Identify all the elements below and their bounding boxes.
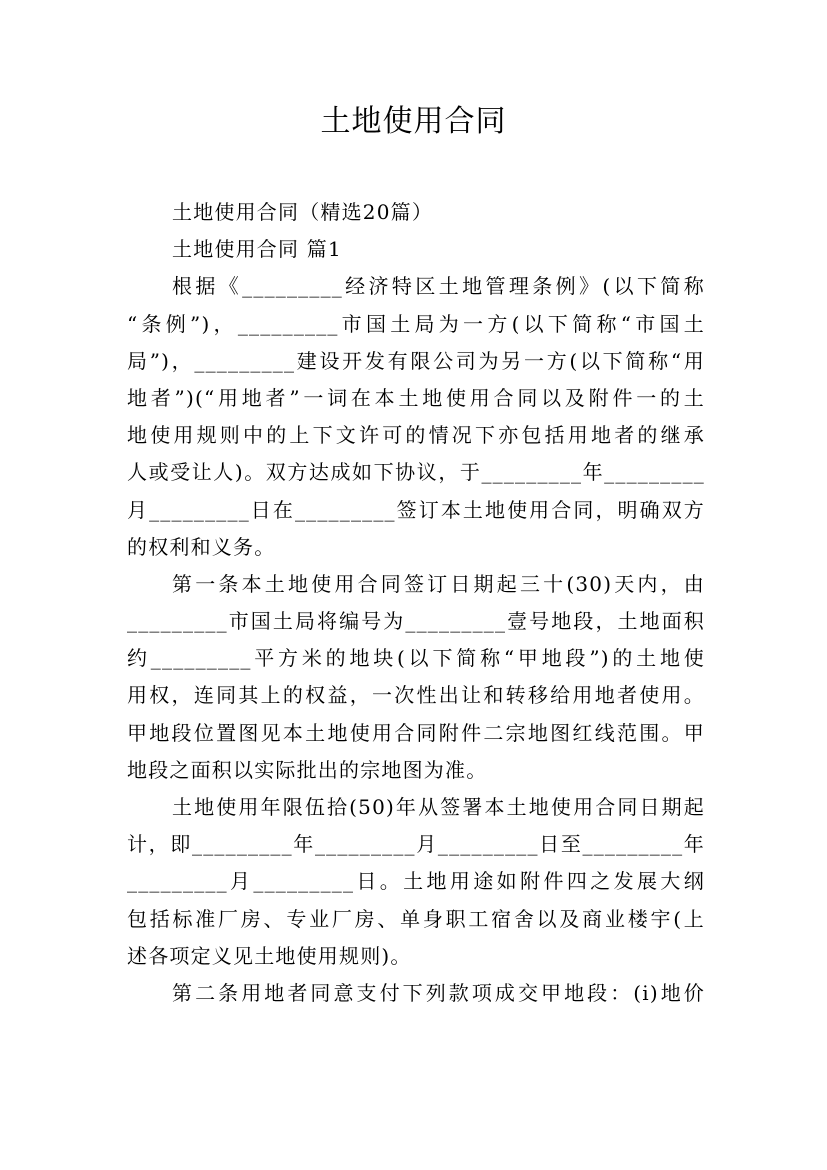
paragraph-line: 述各项定义见土地使用规则)。 (127, 943, 412, 968)
paragraph-line: 地使用规则中的上下文许可的情况下亦包括用地者的继承 (127, 423, 705, 448)
section-heading: 土地使用合同 篇1 (172, 237, 342, 262)
paragraph-line: 土地使用年限伍拾(50)年从签署本土地使用合同日期起 (172, 795, 705, 819)
paragraph-line: 的权利和义务。 (127, 534, 276, 559)
paragraph-line: 根据《_________经济特区土地管理条例》(以下简称 (172, 274, 705, 299)
paragraph-line: 人或受让人)。双方达成如下协议，于_________年_________ (127, 460, 705, 485)
paragraph-line: 甲地段位置图见本土地使用合同附件二宗地图红线范围。甲 (127, 720, 705, 745)
document-title: 土地使用合同 (320, 104, 507, 139)
paragraph-line: 局”)，_________建设开发有限公司为另一方(以下简称“用 (127, 348, 705, 373)
paragraph-line: 包括标准厂房、专业厂房、单身职工宿舍以及商业楼宇(上 (127, 906, 705, 931)
document-body (127, 194, 705, 1012)
paragraph-line: 地段之面积以实际批出的宗地图为准。 (127, 757, 488, 782)
paragraph-line: “条例”)，_________市国土局为一方(以下简称“市国土 (127, 311, 705, 336)
paragraph-line: 第一条本土地使用合同签订日期起三十(30)天内，由 (172, 571, 705, 596)
subtitle-line: 土地使用合同（精选20篇） (172, 200, 434, 224)
paragraph-line: 地者”)(“用地者”一词在本土地使用合同以及附件一的土 (127, 385, 705, 410)
paragraph-line: 计，即_________年_________月_________日至_________年 (127, 832, 705, 857)
paragraph-line: 第二条用地者同意支付下列款项成交甲地段：(i)地价 (172, 980, 705, 1005)
paragraph-line: 约_________平方米的地块(以下简称“甲地段”)的土地使 (127, 646, 705, 671)
paragraph-line: _________月_________日。土地用途如附件四之发展大纲 (127, 869, 705, 894)
paragraph-line: _________市国土局将编号为_________壹号地段，土地面积 (127, 609, 705, 634)
paragraph-line: 月_________日在_________签订本土地使用合同，明确双方 (127, 497, 705, 522)
paragraph-line: 用权，连同其上的权益，一次性出让和转移给用地者使用。 (127, 683, 705, 708)
